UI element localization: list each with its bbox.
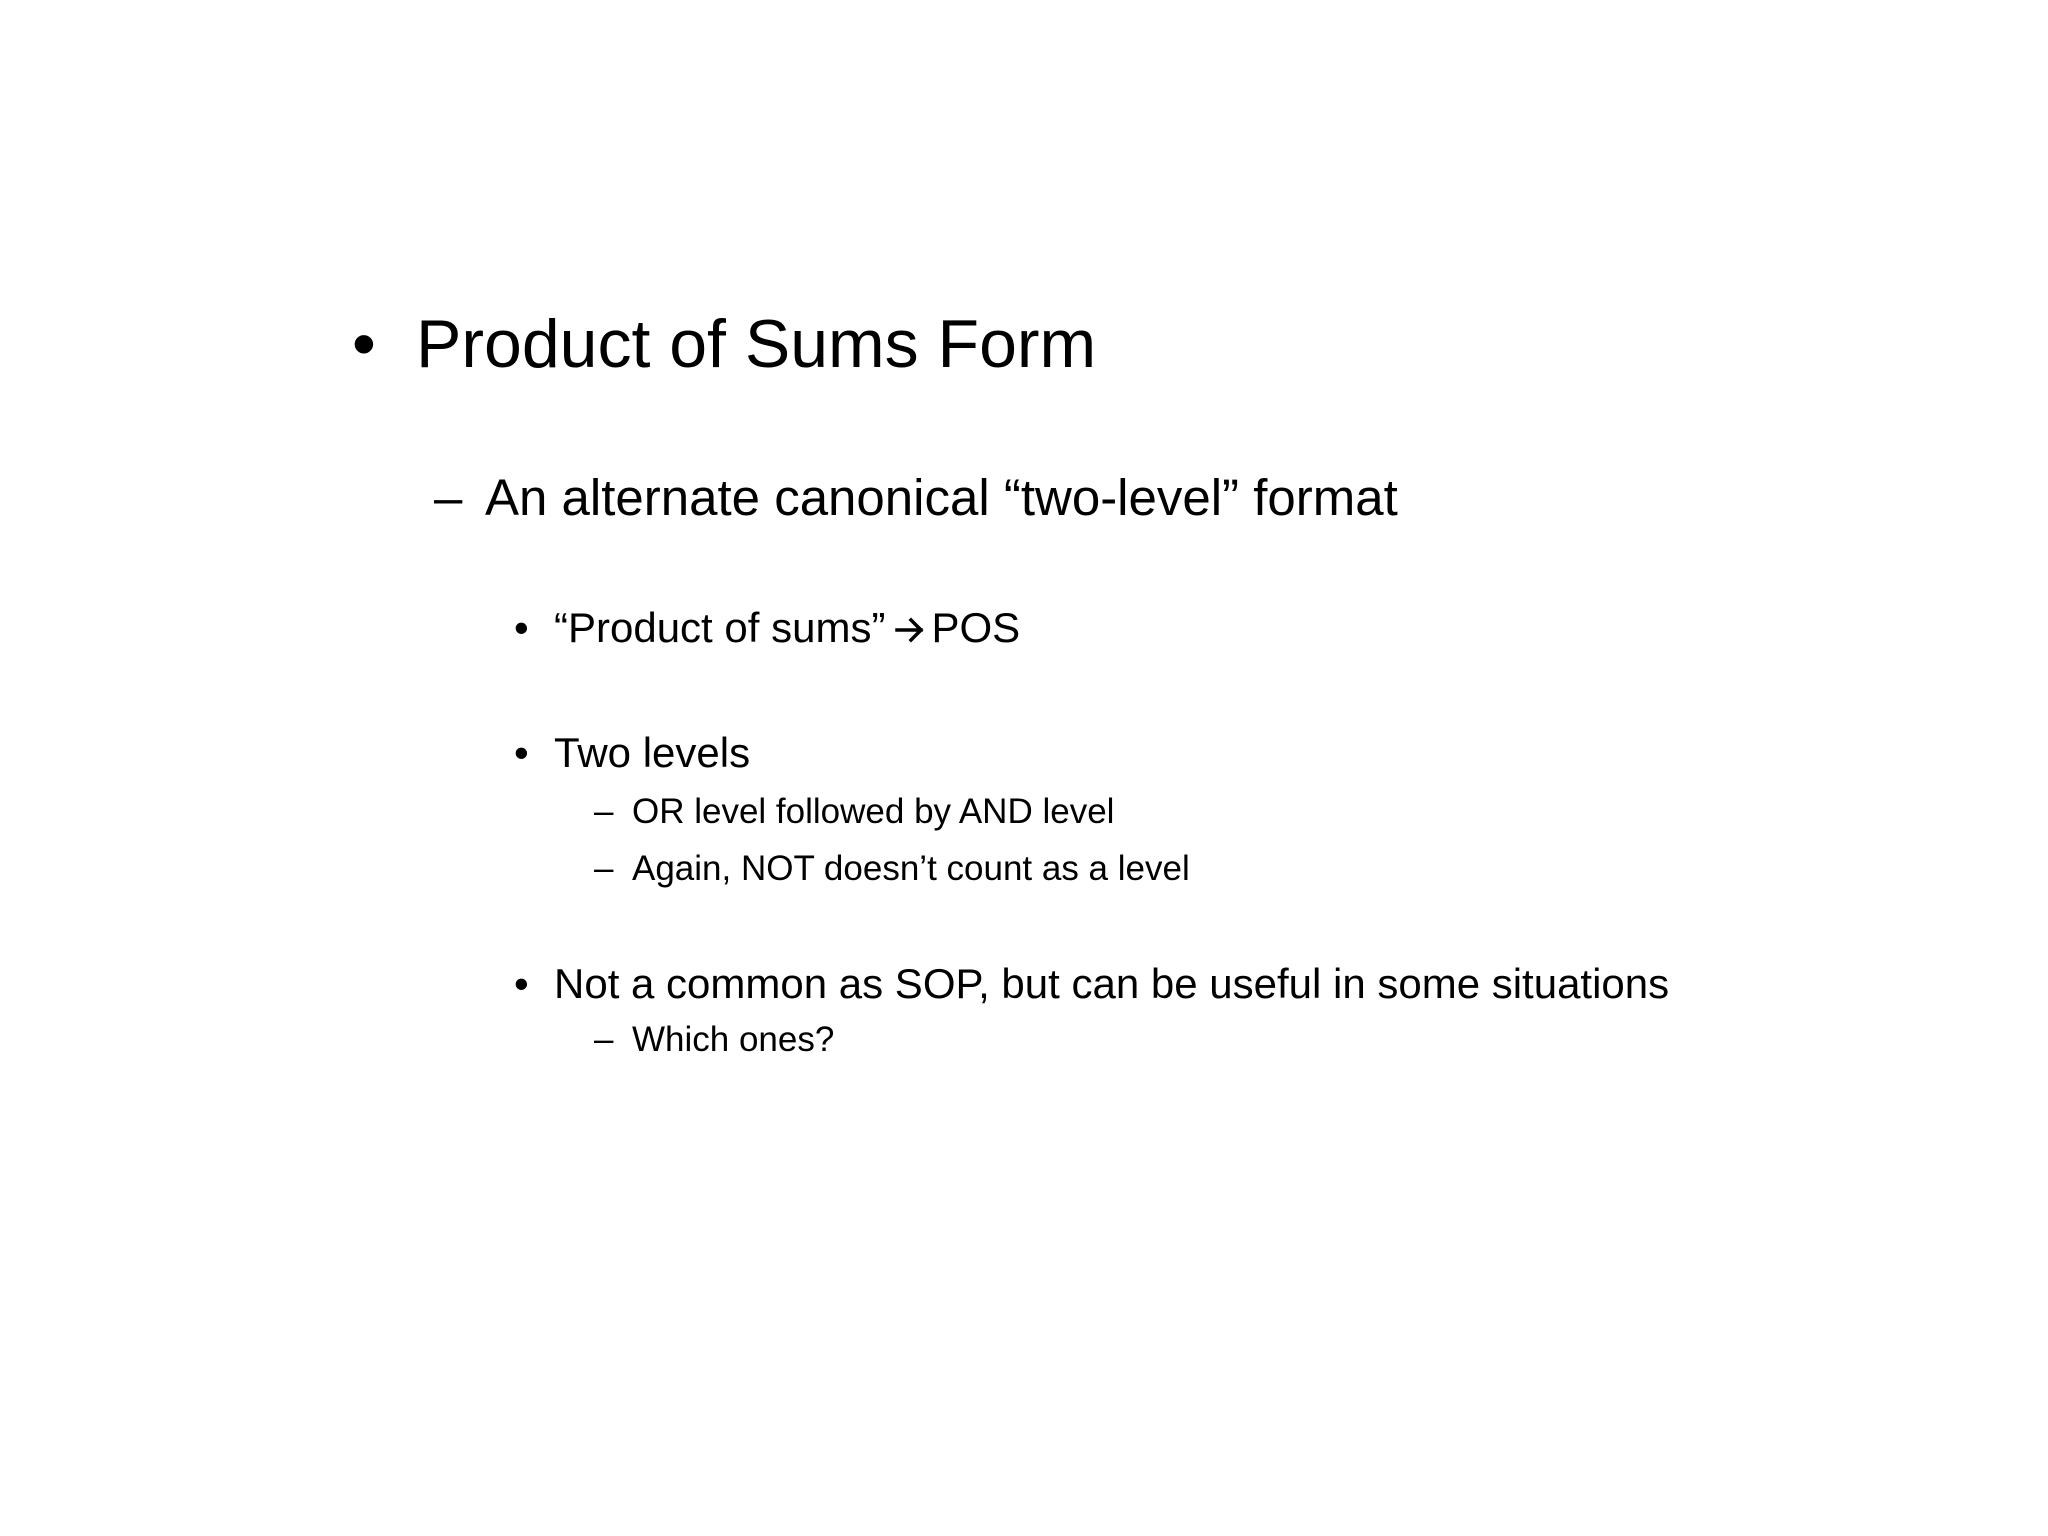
slide-title: Product of Sums Form xyxy=(416,306,1097,382)
bullet-two-levels: Two levels xyxy=(554,729,751,776)
subtitle-text: An alternate canonical “two-level” format xyxy=(485,469,1398,526)
bullet-pos-text-before: “Product of sums” xyxy=(554,604,886,651)
bullet-marker: • xyxy=(514,729,529,776)
sub-bullet-which-ones: Which ones? xyxy=(632,1020,835,1059)
bullet-marker: • xyxy=(514,604,529,651)
sub-dash-marker: – xyxy=(594,792,614,831)
bullet-marker: • xyxy=(514,960,529,1007)
right-arrow-icon xyxy=(895,615,925,645)
bullet-pos xyxy=(554,604,1021,651)
sub-bullet-or-and: OR level followed by AND level xyxy=(632,792,1115,831)
title-bullet-marker: • xyxy=(352,306,376,382)
bullet-pos-text-after: POS xyxy=(931,604,1021,651)
sub-dash-marker: – xyxy=(594,1020,614,1059)
bullet-not-common: Not a common as SOP, but can be useful in some situations xyxy=(554,960,1670,1007)
sub-bullet-not-level: Again, NOT doesn’t count as a level xyxy=(632,849,1190,888)
subtitle-dash-marker: – xyxy=(434,469,463,526)
sub-dash-marker: – xyxy=(594,849,614,888)
